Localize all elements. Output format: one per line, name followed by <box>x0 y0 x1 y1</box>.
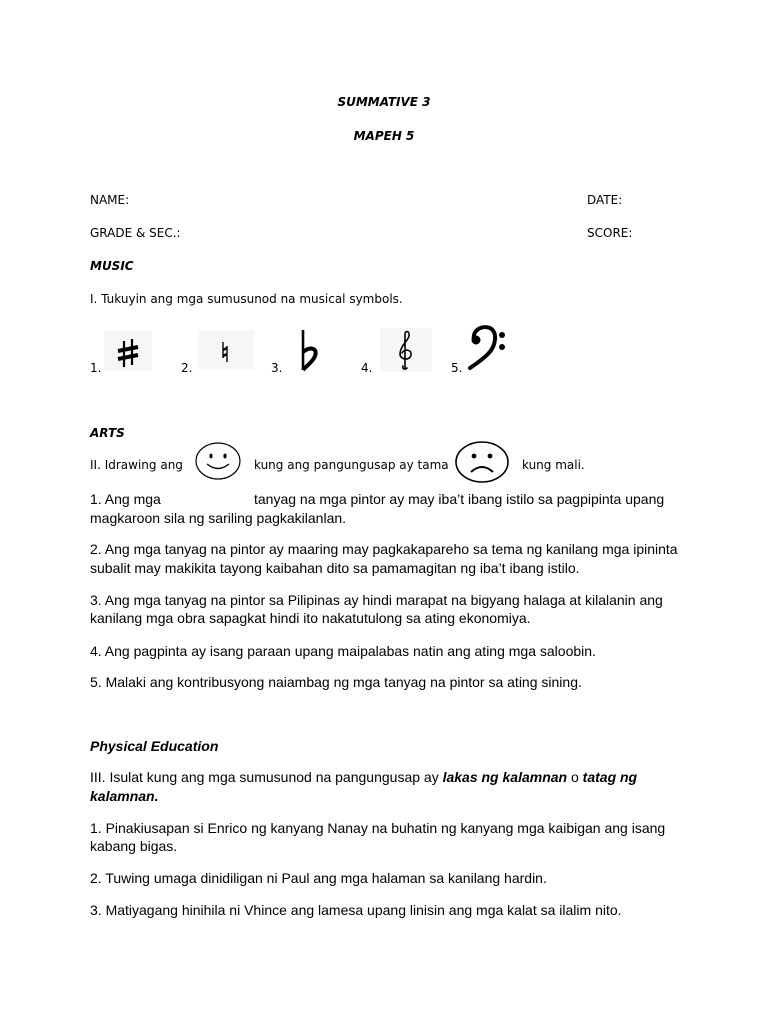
pe-term-endurance-cont: kalamnan. <box>90 788 159 804</box>
arts-heading: ARTS <box>90 426 125 440</box>
arts-item-1-start: 1. Ang mga <box>90 491 161 507</box>
pe-instruction <box>90 769 637 785</box>
pe-item-2: 2. Tuwing umaga dinidiligan ni Paul ang mga halaman sa kanilang hardin. <box>90 870 547 886</box>
page-title: SUMMATIVE 3 <box>337 95 431 109</box>
natural-icon <box>198 330 254 370</box>
treble-clef-icon <box>380 328 432 372</box>
pe-term-strength: lakas ng kalamnan <box>442 769 568 785</box>
pe-term-endurance: tatag ng <box>582 769 638 785</box>
music-item-number: 1. <box>90 361 102 375</box>
pe-item-3: 3. Matiyagang hinihila ni Vhince ang lamesa upang linisin ang mga kalat sa ilalim nito. <box>90 902 622 918</box>
arts-item-3-line2: kanilang mga obra sapagkat hindi ito nakatutulong sa ating ekonomiya. <box>90 610 531 626</box>
music-item-number: 4. <box>361 361 373 375</box>
arts-instruction-start: II. Idrawing ang <box>90 458 183 472</box>
music-instruction: I. Tukuyin ang mga sumusunod na musical symbols. <box>90 292 403 306</box>
arts-item-1-rest: tanyag na mga pintor ay may iba’t ibang istilo sa pagpipinta upang <box>254 491 665 507</box>
bass-clef-icon <box>462 322 512 372</box>
music-heading: MUSIC <box>90 259 134 273</box>
arts-item-1-line2: magkaroon sila ng sariling pagkakilanlan. <box>90 510 347 526</box>
sad-face-icon <box>454 440 510 484</box>
music-item-number: 5. <box>451 361 463 375</box>
music-item-number: 3. <box>271 361 283 375</box>
grade-label: GRADE & SEC.: <box>90 226 181 240</box>
score-label: SCORE: <box>587 226 633 240</box>
date-label: DATE: <box>587 193 623 207</box>
arts-item-3: 3. Ang mga tanyag na pintor sa Pilipinas ay hindi marapat na bigyang halaga at kilalanin ang <box>90 592 663 608</box>
arts-item-5: 5. Malaki ang kontribusyong naiambag ng mga tanyag na pintor sa ating sining. <box>90 674 582 690</box>
sharp-icon <box>104 331 152 371</box>
arts-instruction-middle: kung ang pangungusap ay tama <box>254 458 449 472</box>
pe-heading: Physical Education <box>90 738 219 754</box>
pe-instruction-text: III. Isulat kung ang mga sumusunod na pangungusap ay <box>90 769 439 785</box>
name-label: NAME: <box>90 193 130 207</box>
pe-item-1: 1. Pinakiusapan si Enrico ng kanyang Nanay na buhatin ng kanyang mga kaibigan ang isang <box>90 820 666 836</box>
smiley-face-icon <box>194 441 242 481</box>
subject-title: MAPEH 5 <box>353 129 415 143</box>
arts-instruction-end: kung mali. <box>522 458 585 472</box>
arts-item-2-line2: subalit may makikita tayong kaibahan dito sa pamamagitan ng iba’t ibang istilo. <box>90 560 580 576</box>
music-item-number: 2. <box>181 361 193 375</box>
pe-connector: o <box>570 769 579 785</box>
arts-item-4: 4. Ang pagpinta ay isang paraan upang maipalabas natin ang ating mga saloobin. <box>90 643 596 659</box>
pe-item-1-line2: kabang bigas. <box>90 838 178 854</box>
arts-item-2: 2. Ang mga tanyag na pintor ay maaring may pagkakapareho sa tema ng kanilang mga ipininta <box>90 541 678 557</box>
flat-icon <box>288 326 328 374</box>
